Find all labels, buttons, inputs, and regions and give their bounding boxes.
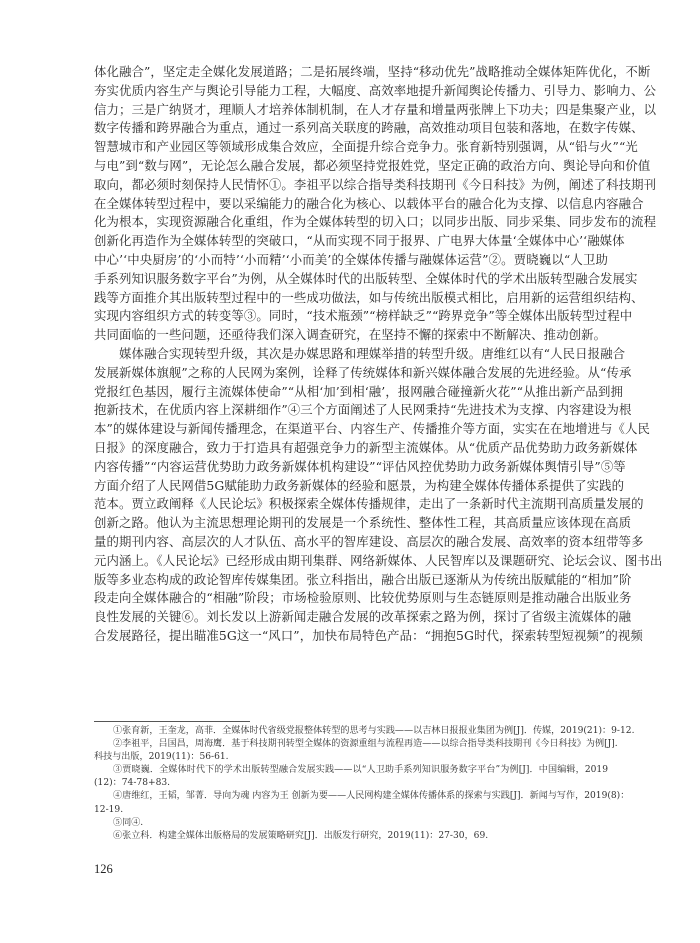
paragraph-start-line: 媒体融合实现转型升级，其次是办媒思路和理媒举措的转型升级。唐维红以有“人民日报融合 [119, 345, 626, 361]
footnote-3: ③贾晓巍．全媒体时代下的学术出版转型融合发展实践——以“人卫助手系列知识服务数字平台”为例[J]．中国编辑，2019 [113, 765, 608, 776]
body-line: 范本。贾立政阐释《人民论坛》积极探索全媒体传播规律，走出了一条新时代主流期刊高质量发展的 [94, 496, 644, 512]
footnote-divider [94, 721, 250, 722]
footnote-4-cont: 12-19. [94, 804, 124, 815]
body-line: 党报红色基因，履行主流媒体使命”“从相‘加’到相‘融’，报网融合碰撞新火花”“从推出新产品到拥 [94, 383, 624, 399]
body-line: 数字传播和跨界融合为重点，通过一系列高关联度的跨融，高效推动项目包装和落地，在数字传媒、 [94, 120, 644, 136]
body-line: 与电”到“数与网”，无论怎么融合发展，都必须坚持党报姓党，坚定正确的政治方向、舆论导向和价值 [94, 157, 651, 173]
body-line: 良性发展的关键⑥。刘长发以上游新闻走融合发展的改革探索之路为例，探讨了省级主流媒体的融 [94, 609, 632, 625]
body-line: 手系列知识服务数字平台”为例，从全媒体时代的出版转型、全媒体时代的学术出版转型融合发展实 [94, 270, 638, 286]
body-line: 中心’‘中央厨房’的‘小而特’‘小而精’‘小而美’的全媒体传播与融媒体运营”②。贾晓巍以“人卫助 [94, 251, 608, 267]
body-line: 量的期刊内容、高层次的人才队伍、高水平的智库建设、高层次的融合发展、高效率的资本纽带等多 [94, 533, 644, 549]
body-line: 合发展路径，提出瞄准5G这一“风口”，加快布局特色产品：“拥抱5G时代，探索转型短视频”的视频 [94, 627, 643, 643]
footnote-4: ④唐维红，王韬，邹菁．导向为魂 内容为王 创新为要——人民网构建全媒体传播体系的探索与实践[J]．新闻与写作，2019(8)： [113, 791, 630, 802]
footnote-3-cont: (12)：74-78+83. [94, 778, 171, 789]
body-line: 发展新媒体旗舰”之称的人民网为案例，诠释了传统媒体和新兴媒体融合发展的先进经验。从“传承 [94, 364, 632, 380]
footnote-2: ②李祖平，吕国昌，周海鹰．基于科技期刊转型全媒体的资源重组与流程再造——以综合指导类科技期刊《今日科技》为例[J]. [113, 739, 618, 750]
body-line: 方面介绍了人民网借5G赋能助力政务新媒体的经验和愿景，为构建全媒体传播体系提供了实践的 [94, 477, 625, 493]
footnote-2-cont: 科技与出版，2019(11)：56-61. [94, 752, 229, 763]
body-line: 取向，都必须时刻保持人民情怀①。李祖平以综合指导类科技期刊《今日科技》为例，阐述了科技期刊 [94, 176, 657, 192]
body-line: 夯实优质内容生产与舆论引导能力工程，大幅度、高效率地提升新闻舆论传播力、引导力、影响力、公 [94, 82, 657, 98]
footnotes [94, 725, 635, 843]
body-line: 创新之路。他认为主流思想理论期刊的发展是一个系统性、整体性工程，其高质量应该体现在高质 [94, 515, 632, 531]
body-line: 日报》的深度融合，致力于打造具有超强竞争力的新型主流媒体。从“优质产品优势助力政务新媒体 [94, 439, 638, 455]
body-line: 元内涵上。《人民论坛》已经形成由期刊集群、网络新媒体、人民智库以及课题研究、论坛会议、图书出 [94, 552, 663, 568]
body-line: 在全媒体转型过程中，要以采编能力的融合化为核心、以载体平台的融合化为支撑、以信息内容融合 [94, 195, 644, 211]
footnote-1: ①张育新，王奎龙，高菲．全媒体时代省级党报整体转型的思考与实践——以吉林日报报业集团为例[J]．传媒，2019(21)：9-12. [113, 726, 635, 736]
body-line: 本”的媒体建设与新闻传播理念，在渠道平台、内容生产、传播推介等方面，实实在在地增进与《人民 [94, 421, 651, 437]
body-line: 创新化再造作为全媒体转型的突破口，“从而实现不同于报界、广电界大体量‘全媒体中心’‘融媒体 [94, 233, 625, 249]
body-line: 段走向全媒体融合的“相融”阶段；市场检验原则、比较优势原则与生态链原则是推动融合出版业务 [94, 590, 632, 606]
body-line: 信力；三是广纳贤才，理顺人才培养体制机制，在人才存量和增量两张牌上下功夫；四是集聚产业，以 [94, 101, 657, 117]
body-line: 体化融合”，坚定走全媒化发展道路；二是拓展终端，坚持“移动优先”战略推动全媒体矩阵优化，不断 [94, 64, 651, 79]
body-line: 版等多业态构成的政论智库传媒集团。张立科指出，融合出版已逐渐从为传统出版赋能的“相加”阶 [94, 571, 632, 587]
body-line: 实现内容组织方式的转变等③。同时，“技术瓶颈”“榜样缺乏”“跨界竞争”等全媒体出版转型过程中 [94, 308, 633, 324]
body-line: 内容传播”“内容运营优势助力政务新媒体机构建设”“评估风控优势助力政务新媒体舆情引导”⑤等 [94, 458, 626, 474]
body-line: 智慧城市和产业园区等领域形成集合效应，全面提升综合竞争力。张育新特别强调，从“铅与火”“光 [94, 139, 638, 155]
page-number: 126 [94, 862, 113, 876]
body-line: 化为根本，实现资源融合化重组，作为全媒体转型的切入口；以同步出版、同步采集、同步发布的流程 [94, 214, 657, 230]
body-line: 践等方面推介其出版转型过程中的一些成功做法，如与传统出版模式相比，启用新的运营组织结构、 [94, 289, 644, 305]
body-line: 抱新技术，在优质内容上深耕细作”④三个方面阐述了人民网秉持“先进技术为支撑、内容建设为根 [94, 402, 632, 418]
body-text [94, 63, 663, 646]
footnote-5: ⑤同④. [113, 817, 144, 828]
footnote-6: ⑥张立科．构建全媒体出版格局的发展策略研究[J]．出版发行研究，2019(11)：27-30，69. [113, 830, 489, 841]
body-line: 共同面临的一些问题，还亟待我们深入调查研究，在坚持不懈的探索中不断解决、推动创新。 [94, 327, 607, 343]
